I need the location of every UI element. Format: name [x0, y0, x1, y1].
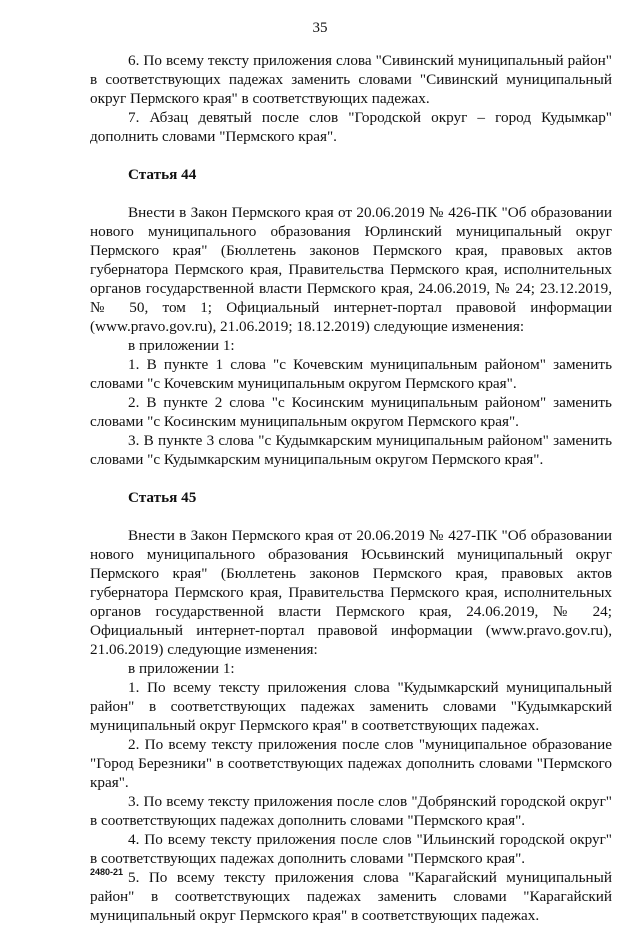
paragraph: 1. В пункте 1 слова "с Кочевским муниципальным районом" заменить словами "с Кочевским муниципальным округом Пермского края".: [90, 356, 612, 392]
paragraph: 2. В пункте 2 слова "с Косинским муниципальным районом" заменить словами "с Косинским муниципальным округом Пермского края".: [90, 394, 612, 430]
paragraph: 3. По всему тексту приложения после слов "Добрянский городской округ" в соответствующих падежах дополнить словами "Пермского края".: [90, 793, 612, 829]
paragraph: 2. По всему тексту приложения после слов "муниципальное образование "Город Березники" в соответствующих падежах дополнить словами "Пермского края".: [90, 736, 612, 791]
paragraph: 1. По всему тексту приложения слова "Кудымкарский муниципальный район" в соответствующих падежах заменить словами "Кудымкарский муниципальный округ Пермского края" в соответствующих падежах.: [90, 679, 612, 734]
paragraph: 7. Абзац девятый после слов "Городской округ – город Кудымкар" дополнить словами "Пермского края".: [90, 109, 612, 145]
article-heading-45: Статья 45: [128, 489, 197, 506]
paragraph: 5. По всему тексту приложения слова "Карагайский муниципальный район" в соответствующих падежах заменить словами "Карагайский муниципальный округ Пермского края" в соответствующих падежах.: [90, 869, 612, 924]
document-code: 2480-21: [90, 867, 124, 877]
page-number: 35: [312, 20, 328, 36]
paragraph: 4. По всему тексту приложения после слов "Ильинский городской округ" в соответствующих падежах дополнить словами "Пермского края".: [90, 831, 612, 867]
paragraph: Внести в Закон Пермского края от 20.06.2019 № 427-ПК "Об образовании нового муниципального образования Юсьвинский муниципальный округ Пермского края" (Бюллетень законов Пермского края, правовых актов губернатора Пермского края, Правительства Пермского края, исполнительных органов государственной власти Пермского края, 24.06.2019, № 24; Официальный интернет-портал правовой информации (www.pravo.gov.ru), 21.06.2019) следующие изменения:: [90, 527, 612, 658]
paragraph: в приложении 1:: [128, 337, 235, 354]
article-heading-44: Статья 44: [128, 166, 197, 183]
paragraph: в приложении 1:: [128, 660, 235, 677]
paragraph: Внести в Закон Пермского края от 20.06.2019 № 426-ПК "Об образовании нового муниципального образования Юрлинский муниципальный округ Пермского края" (Бюллетень законов Пермского края, правовых актов губернатора Пермского края, Правительства Пермского края, исполнительных органов государственной власти Пермского края, 24.06.2019, № 24; 23.12.2019, № 50, том 1; Официальный интернет-портал правовой информации (www.pravo.gov.ru), 21.06.2019; 18.12.2019) следующие изменения:: [90, 204, 612, 335]
document-body: [90, 51, 612, 925]
paragraph: 3. В пункте 3 слова "с Кудымкарским муниципальным районом" заменить словами "с Кудымкарским муниципальным округом Пермского края".: [90, 432, 612, 468]
paragraph: 6. По всему тексту приложения слова "Сивинский муниципальный район" в соответствующих падежах заменить словами "Сивинский муниципальный округ Пермского края" в соответствующих падежах.: [90, 52, 612, 107]
